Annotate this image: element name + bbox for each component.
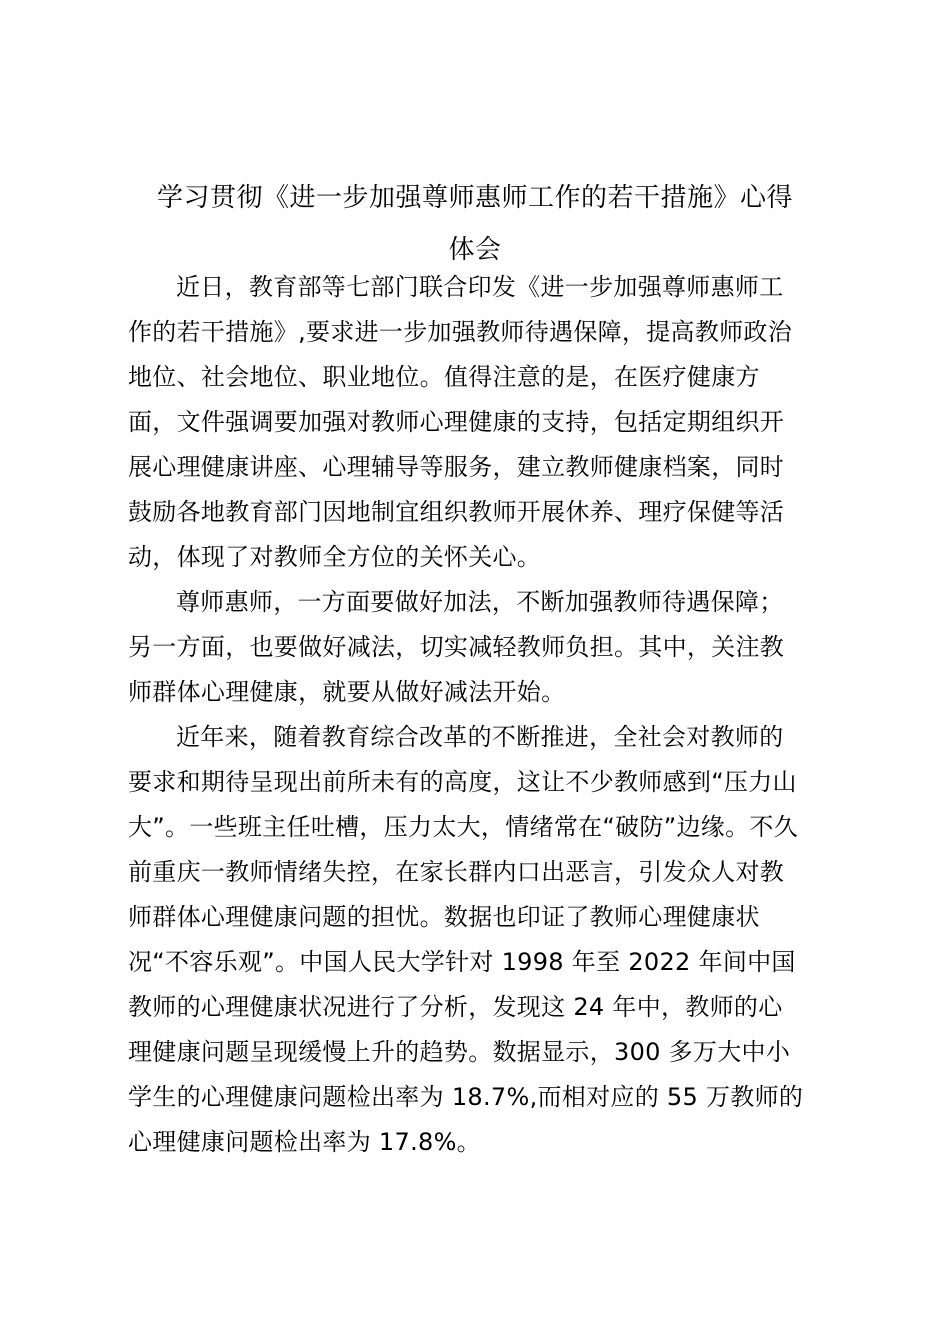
- paragraph-line: 况“不容乐观”。中国人民大学针对 1998 年至 2022 年间中国: [128, 948, 796, 976]
- paragraph-line: 师群体心理健康问题的担忧。数据也印证了教师心理健康状: [128, 903, 760, 931]
- paragraph-line: 动，体现了对教师全方位的关怀关心。: [128, 543, 542, 571]
- document-title: [120, 172, 830, 276]
- title-line: 学习贯彻《进一步加强尊师惠师工作的若干措施》心得: [156, 183, 793, 213]
- paragraph-line: 近年来，随着教育综合改革的不断推进，全社会对教师的: [176, 723, 784, 751]
- paragraph-line: 地位、社会地位、职业地位。值得注意的是，在医疗健康方: [128, 363, 760, 391]
- paragraph-line: 心理健康问题检出率为 17.8%。: [128, 1128, 481, 1156]
- paragraph-line: 理健康问题呈现缓慢上升的趋势。数据显示，300 多万大中小: [128, 1038, 791, 1066]
- paragraph-line: 作的若干措施》,要求进一步加强教师待遇保障，提高教师政治: [128, 318, 793, 346]
- paragraph-line: 另一方面，也要做好减法，切实减轻教师负担。其中，关注教: [128, 633, 785, 661]
- paragraph-line: 面，文件强调要加强对教师心理健康的支持，包括定期组织开: [128, 408, 785, 436]
- paragraph-line: 大”。一些班主任吐槽，压力太大，情绪常在“破防”边缘。不久: [128, 813, 798, 841]
- paragraph-3: [128, 715, 828, 1165]
- paragraph-1: [128, 265, 828, 580]
- paragraph-2: [128, 580, 828, 715]
- paragraph-line: 尊师惠师，一方面要做好加法，不断加强教师待遇保障；: [176, 588, 784, 616]
- paragraph-line: 近日，教育部等七部门联合印发《进一步加强尊师惠师工: [176, 273, 784, 301]
- paragraph-line: 师群体心理健康，就要从做好减法开始。: [128, 678, 566, 706]
- paragraph-line: 鼓励各地教育部门因地制宜组织教师开展休养、理疗保健等活: [128, 498, 785, 526]
- paragraph-line: 要求和期待呈现出前所未有的高度，这让不少教师感到“压力山: [128, 768, 797, 796]
- document-body: [128, 265, 828, 1165]
- paragraph-line: 展心理健康讲座、心理辅导等服务，建立教师健康档案，同时: [128, 453, 785, 481]
- title-line: 体会: [448, 235, 502, 265]
- paragraph-line: 学生的心理健康问题检出率为 18.7%,而相对应的 55 万教师的: [128, 1083, 804, 1111]
- paragraph-line: 教师的心理健康状况进行了分析，发现这 24 年中，教师的心: [128, 993, 783, 1021]
- paragraph-line: 前重庆一教师情绪失控，在家长群内口出恶言，引发众人对教: [128, 858, 785, 886]
